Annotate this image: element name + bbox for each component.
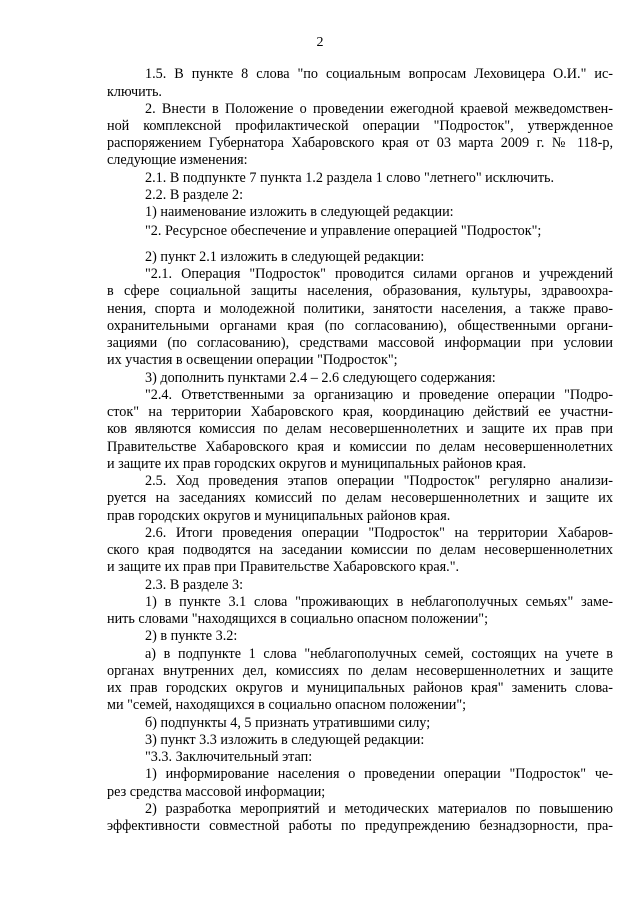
text-line: 1) информирование населения о проведении операции "Подросток" че- <box>145 766 613 782</box>
text-line: 1) наименование изложить в следующей редакции: <box>145 204 454 220</box>
text-line: а) в подпункте 1 слова "неблагополучных семей, состоящих на учете в <box>145 646 613 662</box>
text-line: 2.3. В разделе 3: <box>145 577 244 593</box>
text-line: охранительными органами края (по согласованию), общественными органи- <box>107 318 613 334</box>
text-line: ной комплексной профилактической операции "Подросток", утвержденное <box>107 118 613 134</box>
text-line: 2.2. В разделе 2: <box>145 187 244 203</box>
text-line: ми "семей, находящихся в социально опасном положении"; <box>107 697 467 713</box>
text-line: рез средства массовой информации; <box>107 784 326 800</box>
text-line: нить словами "находящихся в социально опасном положении"; <box>107 611 489 627</box>
text-line: 2) пункт 2.1 изложить в следующей редакции: <box>145 249 425 265</box>
text-line: 2) в пункте 3.2: <box>145 628 238 644</box>
text-line: б) подпункты 4, 5 признать утратившими силу; <box>145 715 431 731</box>
text-line: распоряжением Губернатора Хабаровского края от 03 марта 2009 г. № 118-р, <box>107 135 613 151</box>
text-line: 2. Внести в Положение о проведении ежегодной краевой межведомствен- <box>145 101 613 117</box>
text-line: ключить. <box>107 84 162 100</box>
text-line: руется на заседаниях комиссий по делам несовершеннолетних и защите их <box>107 490 613 506</box>
text-line: 3) дополнить пунктами 2.4 – 2.6 следующего содержания: <box>145 370 496 386</box>
text-line: органах внутренних дел, комиссиях по делам несовершеннолетних и защите <box>107 663 613 679</box>
text-line: и защите их прав городских округов и муниципальных районов края. <box>107 456 527 472</box>
text-line: 1) в пункте 3.1 слова "проживающих в неблагополучных семьях" заме- <box>145 594 613 610</box>
text-line: их участия в освещении операции "Подросток"; <box>107 352 398 368</box>
text-line: 2.5. Ход проведения этапов операции "Подросток" регулярно анализи- <box>145 473 613 489</box>
text-line: их прав городских округов и муниципальных районов края" заменить слова- <box>107 680 613 696</box>
text-line: зациями (по согласованию), средствами массовой информации при условии <box>107 335 613 351</box>
text-line: 3) пункт 3.3 изложить в следующей редакции: <box>145 732 425 748</box>
text-line: 2.1. В подпункте 7 пункта 1.2 раздела 1 слово "летнего" исключить. <box>145 170 555 186</box>
text-line: и защите их прав при Правительстве Хабаровского края.". <box>107 559 460 575</box>
text-line: 2.6. Итоги проведения операции "Подросток" на территории Хабаров- <box>145 525 613 541</box>
text-line: в сфере социальной защиты населения, образования, культуры, здравоохра- <box>107 283 613 299</box>
text-line: следующие изменения: <box>107 152 248 168</box>
text-line: "2.4. Ответственными за организацию и проведение операции "Подро- <box>145 387 613 403</box>
text-line: Правительстве Хабаровского края и комиссии по делам несовершеннолетних <box>107 439 613 455</box>
text-line: "2.1. Операция "Подросток" проводится силами органов и учреждений <box>145 266 613 282</box>
text-line: "2. Ресурсное обеспечение и управление операцией "Подросток"; <box>145 223 542 239</box>
text-line: нения, спорта и молодежной политики, занятости населения, а также право- <box>107 301 613 317</box>
text-line: ского края подводятся на заседании комиссии по делам несовершеннолетних <box>107 542 613 558</box>
text-line: прав городских округов и муниципальных районов края. <box>107 508 451 524</box>
text-line: 1.5. В пункте 8 слова "по социальным вопросам Леховицера О.И." ис- <box>145 66 613 82</box>
page-number: 2 <box>316 35 324 50</box>
text-line: сток" на территории Хабаровского края, координацию действий ее участни- <box>107 404 613 420</box>
text-line: ков являются комиссия по делам несовершеннолетних и защите их прав при <box>107 421 613 437</box>
text-line: "3.3. Заключительный этап: <box>145 749 313 765</box>
text-line: 2) разработка мероприятий и методических материалов по повышению <box>145 801 613 817</box>
text-line: эффективности совместной работы по предупреждению безнадзорности, пра- <box>107 818 613 834</box>
